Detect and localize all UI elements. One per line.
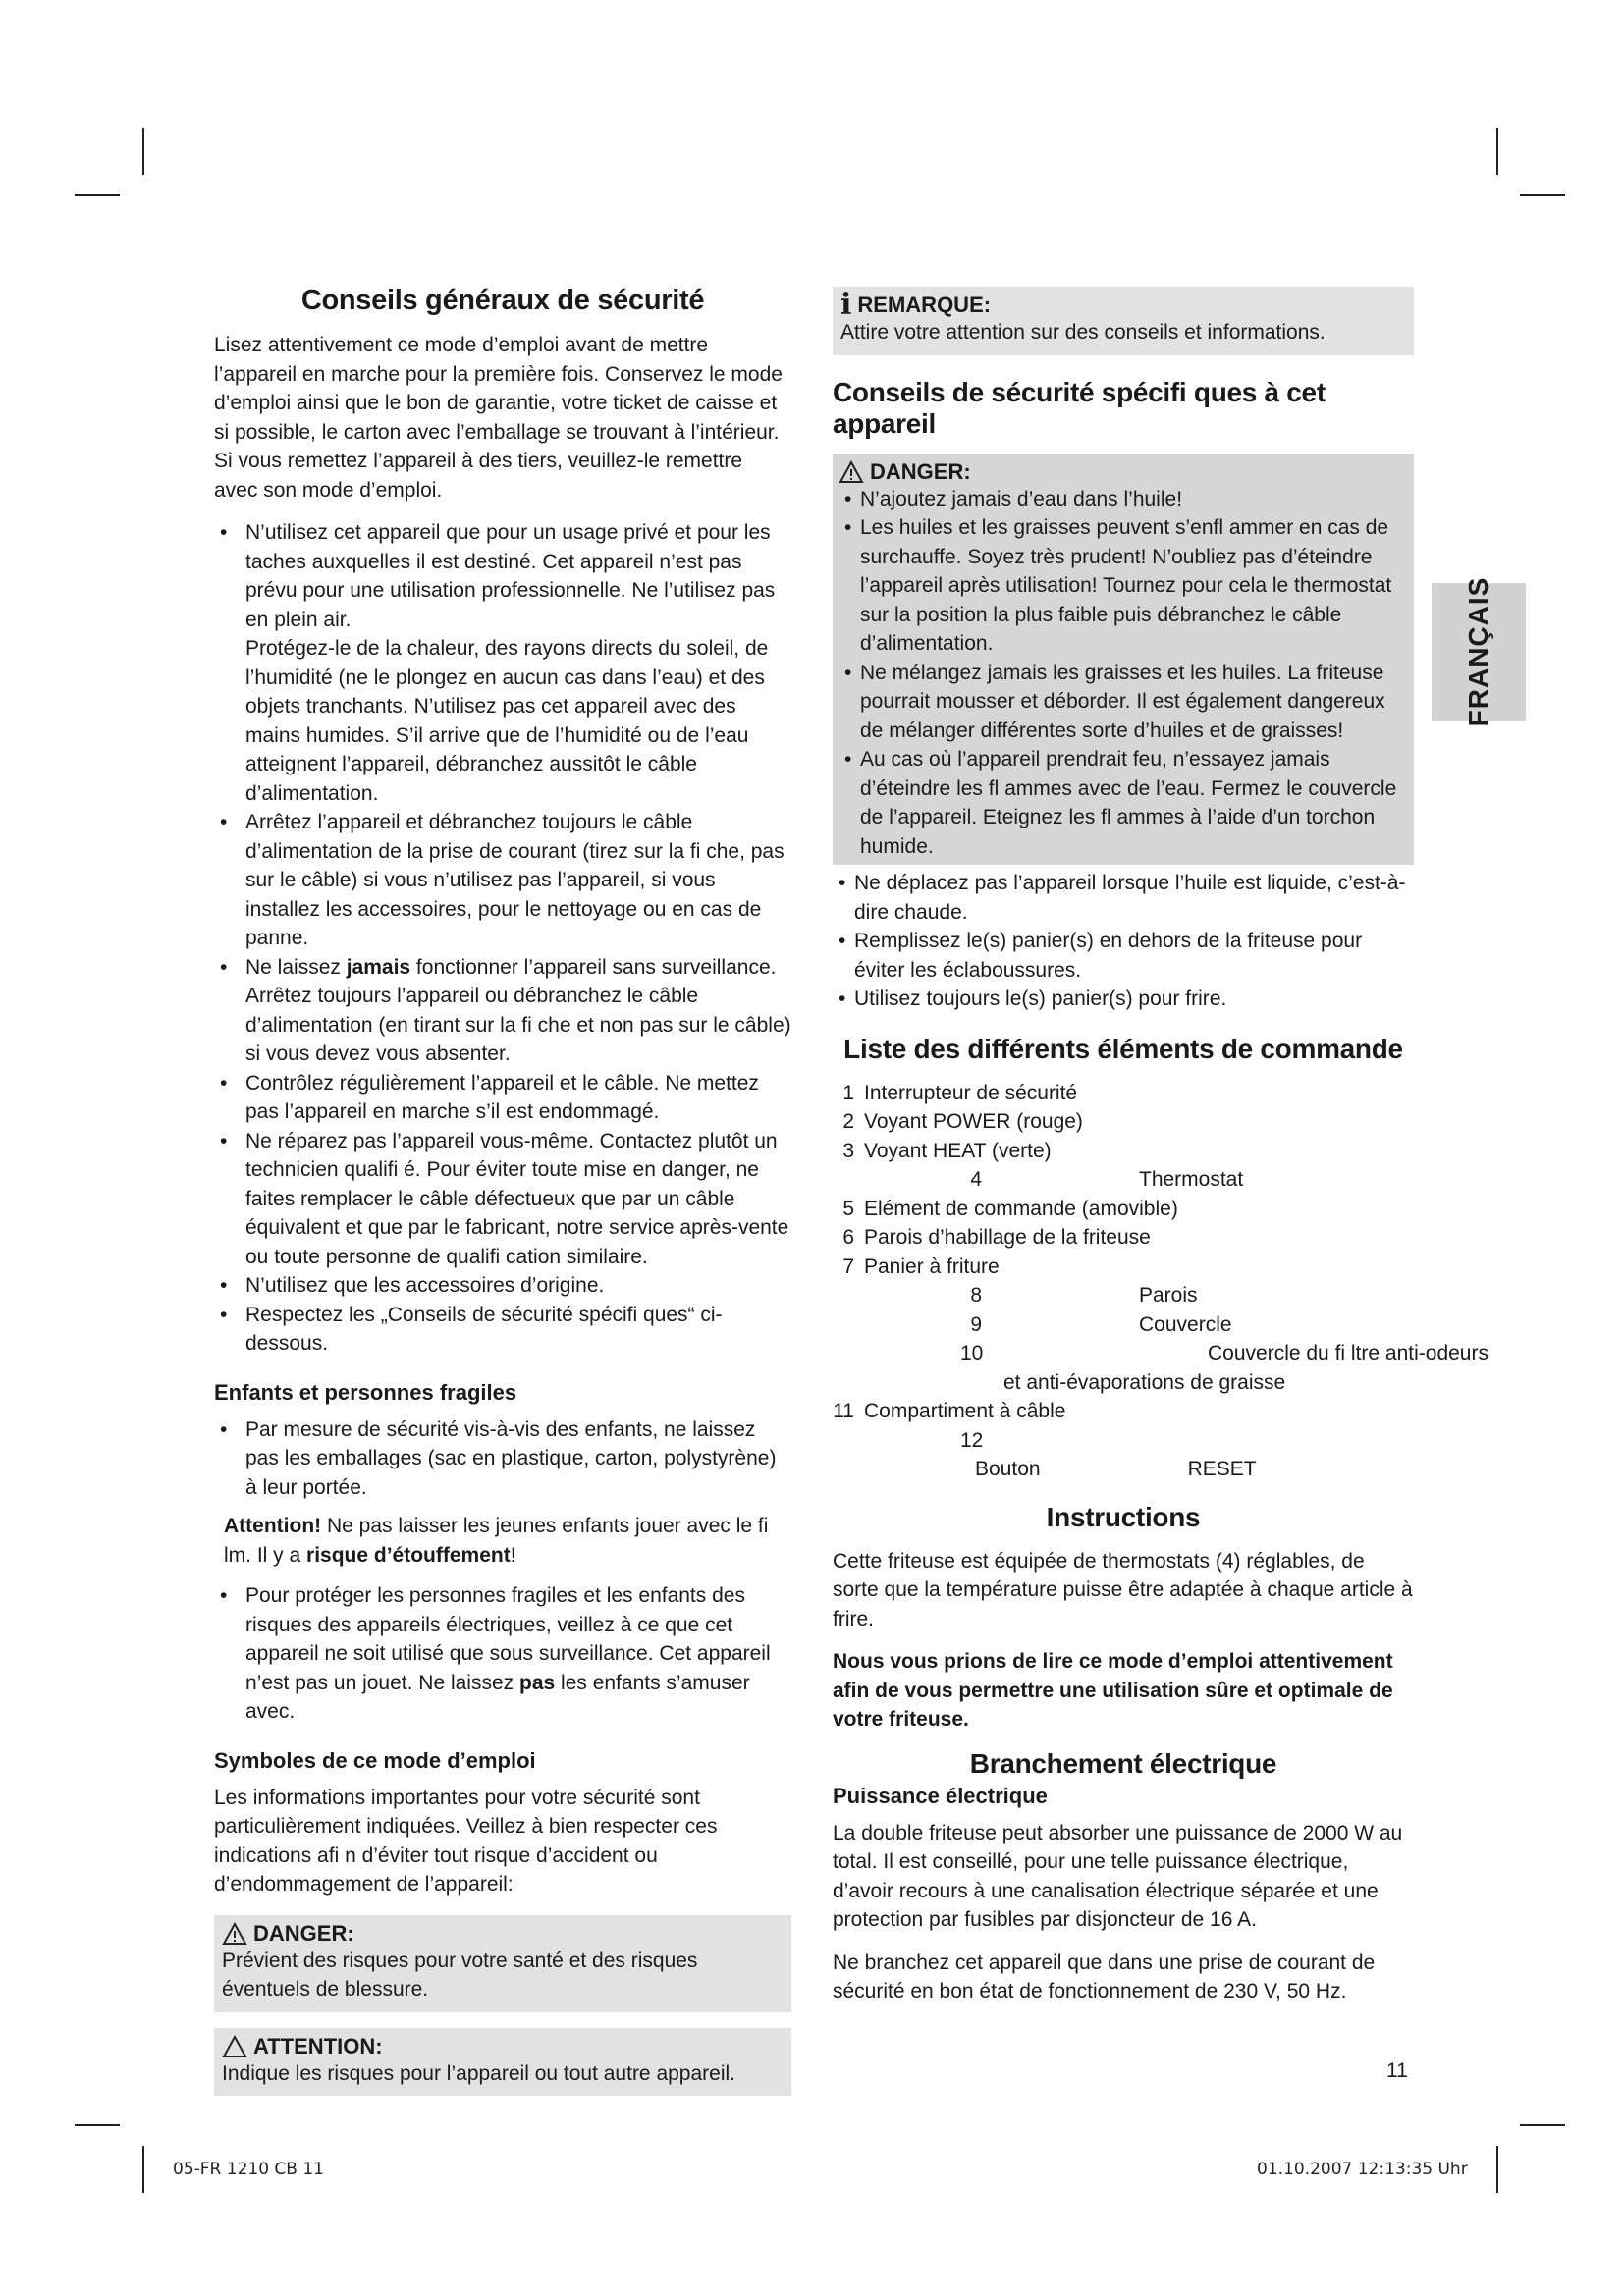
electric-title: Branchement électrique xyxy=(969,1747,1277,1779)
list-item: • N’utilisez que les accessoires d’origine. xyxy=(214,1271,791,1301)
danger-symbol-box xyxy=(214,1915,791,2012)
power-paragraph-1: La double friteuse peut absorber une puissance de 2000 W au total. Il est conseillé, pour une telle puissance électrique, d’avoir recours à une canalisation électrique séparée et une protection par fusibles par disjoncteur de 16 A. xyxy=(833,1821,1403,1931)
symbols-paragraph: Les informations importantes pour votre sécurité sont particulièrement indiquées. Veillez à bien respecter ces indications afi n d’éviter tout risque d’accident ou d’endommagement de l’appareil: xyxy=(214,1786,718,1896)
crop-mark xyxy=(142,2146,144,2193)
general-safety-title: Conseils généraux de sécurité xyxy=(300,285,705,316)
crop-mark xyxy=(1496,2146,1498,2193)
attention-label: ATTENTION: xyxy=(253,2033,383,2058)
list-item: 6 Parois d’habillage de la friteuse xyxy=(842,1226,1151,1249)
list-item: 1 Interrupteur de sécurité xyxy=(842,1081,1078,1104)
controls-list xyxy=(833,1079,1489,1484)
crop-mark xyxy=(142,128,144,175)
list-item: • Remplissez le(s) panier(s) en dehors de la friteuse pour éviter les éclaboussures. xyxy=(833,927,1414,985)
specific-list xyxy=(833,869,1414,1014)
symbols-title: Symboles de ce mode d’emploi xyxy=(214,1747,536,1773)
children-list-2 xyxy=(214,1581,791,1727)
list-item: 3 Voyant HEAT (verte) xyxy=(842,1139,1052,1162)
list-item-continuation: Protégez-le de la chaleur, des rayons directs du soleil, de l’humidité (ne le plongez en aucun cas dans l’eau) et des objets tranchants. N’utilisez pas cet appareil avec des mains humides. S’il arrive que de l’humidité ou de l’eau atteignent l’appareil, débranchez aussitôt le câble d’alimentation. xyxy=(245,637,769,805)
warning-triangle-icon xyxy=(839,460,864,484)
remarque-label: REMARQUE: xyxy=(857,293,992,317)
specific-danger-box xyxy=(833,454,1414,866)
warning-triangle-icon xyxy=(222,1922,247,1946)
danger-list xyxy=(839,485,1408,862)
instructions-paragraph: Cette friteuse est équipée de thermostats (4) réglables, de sorte que la température puisse être adaptée à chaque article à frire. xyxy=(833,1549,1413,1630)
list-item: 4 Thermostat xyxy=(970,1168,1244,1191)
info-icon: i xyxy=(840,288,852,322)
crop-mark xyxy=(1520,2124,1565,2126)
list-item: 10 Couvercle du fi ltre anti-odeurs xyxy=(960,1342,1489,1364)
list-item: • Ne réparez pas l’appareil vous-même. Contactez plutôt un technicien qualifi é. Pour éviter toute mise en danger, ne faites remplacer le câble défectueux que par un câble équivalent et que par le fabricant, notre service après-vente ou toute personne de qualifi cation similaire. xyxy=(214,1127,791,1272)
list-item: • Respectez les „Conseils de sécurité spécifi ques“ ci-dessous. xyxy=(214,1301,791,1359)
language-tab xyxy=(1432,576,1526,727)
list-item: • Ne déplacez pas l’appareil lorsque l’huile est liquide, c’est-à-dire chaude. xyxy=(833,869,1414,927)
crop-mark xyxy=(1520,194,1565,196)
list-item: • Les huiles et les graisses peuvent s’enfl ammer en cas de surchauffe. Soyez très prudent! N’oubliez pas d’éteindre l’appareil après utilisation! Tournez pour cela le thermostat sur la position la plus faible puis débranchez le câble d’alimentation. xyxy=(839,513,1408,659)
page-number: 11 xyxy=(1386,2059,1408,2082)
children-title: Enfants et personnes fragiles xyxy=(214,1379,517,1405)
list-item: 2 Voyant POWER (rouge) xyxy=(842,1110,1083,1133)
instructions-title: Instructions xyxy=(1046,1501,1201,1532)
remarque-box xyxy=(833,287,1414,355)
children-list xyxy=(214,1415,791,1503)
list-item: 7 Panier à friture xyxy=(842,1255,1000,1278)
warning-triangle-icon xyxy=(222,2035,247,2058)
list-item: • Contrôlez régulièrement l’appareil et le câble. Ne mettez pas l’appareil en marche s’il est endommagé. xyxy=(214,1069,791,1127)
general-safety-list xyxy=(214,518,791,1359)
danger-label: DANGER: xyxy=(870,458,971,484)
left-column xyxy=(214,277,791,2109)
list-item: • N’utilisez cet appareil que pour un usage privé et pour les taches auxquelles il est destiné. Cet appareil n’est pas prévu pour une utilisation professionnelle. Ne l’utilisez pas en plein air. Protégez-le de la chaleur, des rayons directs du soleil, de l’humidité (ne le plongez en aucun cas dans l’eau) et des objets tranchants. N’utilisez pas cet appareil avec des mains humides. S’il arrive que de l’humidité ou de l’eau atteignent l’appareil, débranchez aussitôt le câble d’alimentation. xyxy=(214,518,791,808)
list-item: 11 Compartiment à câble xyxy=(833,1400,1066,1422)
list-item: 12Bouton RESET xyxy=(960,1428,1257,1480)
danger-label: DANGER: xyxy=(253,1920,354,1946)
power-title: Puissance électrique xyxy=(833,1783,1048,1808)
attention-symbol-box xyxy=(214,2028,791,2097)
list-item: • Au cas où l’appareil prendrait feu, n’essayez jamais d’éteindre les fl ammes avec de l’eau. Fermez le couvercle de l’appareil. Eteignez les fl ammes à l’aide d’un torchon humide. xyxy=(839,745,1408,861)
list-item-continuation: et anti-évaporations de graisse xyxy=(1003,1370,1286,1394)
list-item: • Pour protéger les personnes fragiles et les enfants des risques des appareils électriques, veillez à ce que cet appareil ne soit utilisé que sous surveillance. Cet appareil n’est pas un jouet. Ne laissez pas les enfants s’amuser avec. xyxy=(214,1581,791,1727)
danger-text: Prévient des risques pour votre santé et des risques éventuels de blessure. xyxy=(222,1949,698,2001)
power-paragraph-2: Ne branchez cet appareil que dans une prise de courant de sécurité en bon état de fonctionnement de 230 V, 50 Hz. xyxy=(833,1950,1376,2002)
specific-safety-title: Conseils de sécurité spécifi ques à cet appareil xyxy=(833,376,1326,439)
footer-left: 05-FR 1210 CB 11 xyxy=(173,2160,324,2179)
list-item: 8 Parois xyxy=(970,1284,1198,1307)
attention-text: Indique les risques pour l’appareil ou tout autre appareil. xyxy=(222,2061,736,2085)
remarque-text: Attire votre attention sur des conseils et informations. xyxy=(840,321,1326,344)
list-item: 9 Couvercle xyxy=(970,1312,1232,1336)
list-item: • N’ajoutez jamais d’eau dans l’huile! xyxy=(839,485,1408,514)
footer-right: 01.10.2007 12:13:35 Uhr xyxy=(1257,2160,1468,2179)
list-item: • Par mesure de sécurité vis-à-vis des enfants, ne laissez pas les emballages (sac en plastique, carton, polystyrène) à leur portée. xyxy=(214,1415,791,1503)
intro-paragraph: Lisez attentivement ce mode d’emploi avant de mettre l’appareil en marche pour la première fois. Conservez le mode d’emploi ainsi que le bon de garantie, votre ticket de caisse et si possible, le carton avec l’emballage se trouvant à l’intérieur. Si vous remettez l’appareil à des tiers, veuillez-le remettre avec son mode d’emploi. xyxy=(214,334,783,502)
crop-mark xyxy=(75,194,120,196)
controls-title: Liste des différents éléments de commande xyxy=(843,1033,1403,1064)
list-item: • Utilisez toujours le(s) panier(s) pour frire. xyxy=(833,985,1414,1014)
language-tab-label: FRANÇAIS xyxy=(1463,576,1493,727)
list-item: • Ne mélangez jamais les graisses et les huiles. La friteuse pourrait mousser et déborder. Il est également dangereux de mélanger différentes sorte d’huiles et de graisses! xyxy=(839,659,1408,746)
crop-mark xyxy=(1496,128,1498,175)
list-item: 5 Elément de commande (amovible) xyxy=(842,1197,1178,1220)
list-item: • Ne laissez jamais fonctionner l’appareil sans surveillance. Arrêtez toujours l’appareil ou débranchez le câble d’alimentation (en tirant sur la fi che et non pas sur le câble) si vous devez vous absenter. xyxy=(214,953,791,1069)
list-item: • Arrêtez l’appareil et débranchez toujours le câble d’alimentation de la prise de courant (tirez sur la fi che, pas sur le câble) si vous n’utilisez pas l’appareil, si vous installez les accessoires, pour le nettoyage ou en cas de panne. xyxy=(214,808,791,953)
crop-mark xyxy=(75,2124,120,2126)
instructions-bold: Nous vous prions de lire ce mode d’emploi attentivement afin de vous permettre une utilisation sûre et optimale de votre friteuse. xyxy=(833,1650,1393,1731)
attention-note: Attention! Ne pas laisser les jeunes enfants jouer avec le fi lm. Il y a risque d’étouffement! xyxy=(224,1515,769,1567)
